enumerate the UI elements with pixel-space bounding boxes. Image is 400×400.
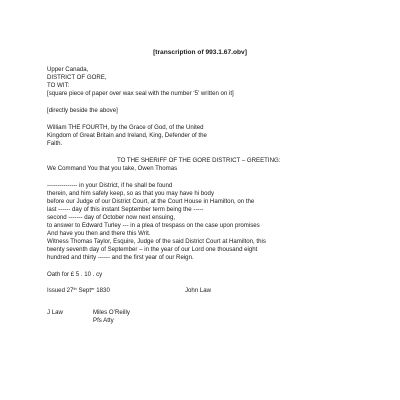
district-line: DISTRICT OF GORE, [47, 74, 107, 81]
issued-year: 1830 [94, 287, 110, 294]
body-line-8: Witness Thomas Taylor, Esquire, Judge of the said District Court at Hamilton, this [47, 238, 266, 245]
attorney-name: Miles O’Reilly [93, 309, 130, 316]
body-line-5: second ------- day of October now next ensuing, [47, 214, 176, 221]
command-line: We Command You that you take, Owen Thomas [47, 165, 178, 172]
issued-month-suffix: er [91, 286, 95, 291]
greeting-line: TO THE SHERIFF OF THE GORE DISTRICT – GREETING: [117, 157, 281, 164]
beside-note: [directly beside the above] [47, 107, 118, 114]
body-line-3: before our Judge of our District Court, at the Court House in Hamilton, on the [47, 198, 255, 205]
preamble-line-1: William THE FOURTH, by the Grace of God, of the United [47, 124, 204, 131]
issuer-name: John Law [185, 287, 212, 294]
body-line-4: last ------ day of this instant September term being the ----- [47, 206, 204, 213]
issued-month: Sept [76, 287, 92, 294]
oath-line: Oath for £ 5 . 10 . cy [47, 271, 103, 278]
issued-day-suffix: th [73, 286, 77, 291]
body-line-2: therein, and him safely keep, so as that you may have hi body [47, 190, 214, 197]
body-line-7: And have you then and there this Writ. [47, 230, 151, 237]
preamble-line-2: Kingdom of Great Britain and Ireland, King, Defender of the [47, 132, 207, 139]
body-line-10: hundred and thirty ------ and the first year of our Reign. [47, 254, 194, 261]
issued-line [47, 287, 110, 295]
attorney-title: Pfs Atty [93, 317, 114, 324]
to-wit-line: TO WIT: [47, 82, 70, 89]
issued-prefix: Issued 27 [47, 287, 74, 294]
preamble-line-3: Faith. [47, 140, 63, 147]
jurisdiction-line: Upper Canada, [47, 66, 89, 73]
body-line-9: twenty seventh day of September – in the year of our Lord one thousand eight [47, 246, 258, 253]
footer-left-name: J Law [47, 309, 63, 316]
body-line-6: to answer to Edward Turley --- in a plea of trespass on the case upon promises [47, 222, 260, 229]
document-title: [transcription of 993.1.67.obv] [153, 49, 247, 56]
seal-note: [square piece of paper over wax seal with the number ‘5’ written on it] [47, 90, 234, 97]
body-line-1: --------------- in your District, if he shall be found [47, 182, 173, 189]
